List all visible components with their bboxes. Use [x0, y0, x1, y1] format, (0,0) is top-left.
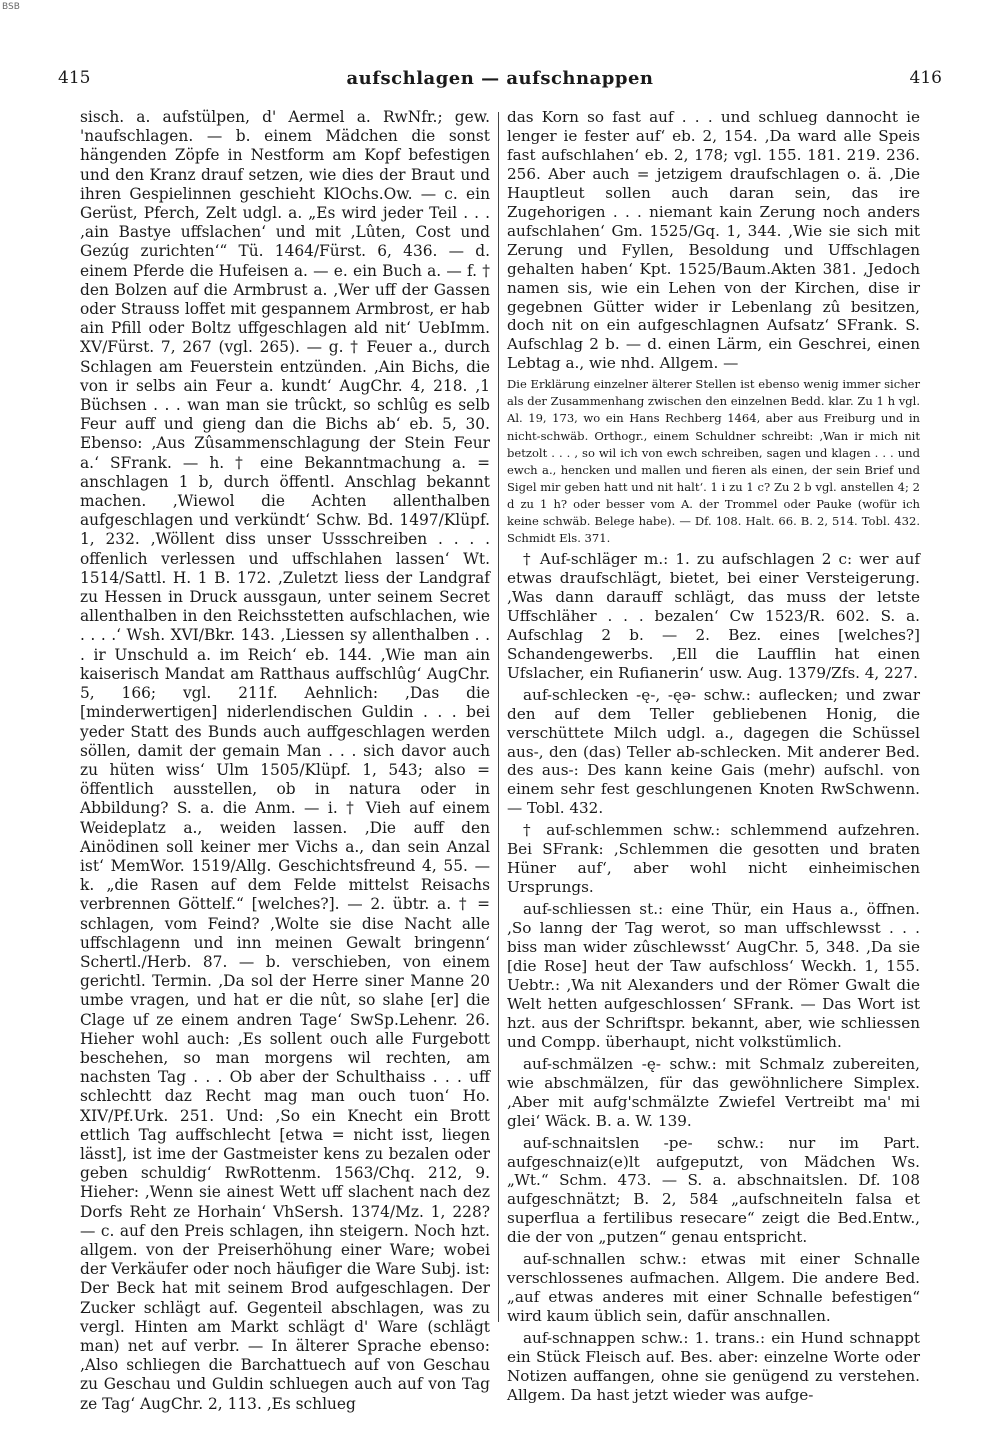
entry-aufschnaitslen: auf-schnaitslen -pe- schw.: nur im Part. aufgeschnaiz(e)lt aufgeputzt, von Mädchen Ws. „Wt.“ Schm. 473. — S. a. abschnaitslen. Df. 108 aufgeschnätzt; B. 2, 584 „aufschneiteln falsa et superflua a fertilibus resecare“ zeigt die Bed.Entw., die der von „putzen“ genau entspricht. — [507, 1133, 920, 1247]
page-number-left: 415 — [58, 68, 91, 88]
running-title: aufschlagen — aufschnappen — [346, 68, 654, 89]
entry-aufschnappen: auf-schnappen schw.: 1. trans.: ein Hund schnappt ein Stück Fleisch auf. Bes. aber: einzelne Worte oder Notizen auffangen, ohne sie genügend zu verstehen. Allgem. Da hast jetzt wieder was aufge- — [507, 1329, 920, 1404]
right-column — [507, 108, 920, 1408]
left-entry-text: sisch. a. aufstülpen, d' Aermel a. RwNfr.; gew. 'naufschlagen. — b. einem Mädchen die sonst hängenden Zöpfe in Nestform am Kopf befestigen und den Kranz drauf setzen, wie dies der Braut und ihren Gespielinnen geschieht KlOchs.Ow. — c. ein Gerüst, Pferch, Zelt udgl. a. „Es wird jeder Teil . . . ‚ain Bastye uffslachen‘ und mit ‚Lûten, Cost und Gezúg zurichten‘“ Tü. 1464/Fürst. 6, 436. — d. einem Pferde die Hufeisen a. — e. ein Buch a. — f. † den Bolzen auf die Armbrust a. ‚Wer uff der Gassen oder Strauss loffet mit gespannem Armbrost, er hab ain Pfill oder Boltz uffgeschlagen ald nit‘ UebImm. XV/Fürst. 7, 267 (vgl. 265). — g. † Feuer a., durch Schlagen am Feuerstein entzünden. ‚Ain Bichs, die von ir selbs ain Feur a. kundt‘ AugChr. 4, 218. ‚1 Büchsen . . . wan man sie trûckt, so schlûg es selb Feur auff und gieng dan die Bichs ab‘ eb. 5, 30. Ebenso: ‚Aus Zûsammenschlagung der Stein Feur a.‘ SFrank. — h. † eine Bekanntmachung a. = anschlagen 1 b, durch öffentl. Anschlag bekannt machen. ‚Wiewol die Achten allenthalben aufgeschlagen und verkündt‘ Schw. Bd. 1497/Klüpf. 1, 232. ‚Wöllent diss unser Ussschreiben . . . . offenlich verlessen und uffschlahen lassen‘ Wt. 1514/Sattl. H. 1 B. 172. ‚Zuletzt liess der Landgraf zu Hessen in Druck aussgaun, unter seinem Secret allenthalben in den Reichsstetten aufschlachen, wie . . . .‘ Wsh. XVI/Bkr. 143. ‚Liessen sy allenthalben . . . ir Unschuld a. im Reich‘ eb. 144. ‚Wie man ain kaiserisch Mandat am Ratthaus auffschlûg‘ AugChr. 5, 166; vgl. 211f. Aehnlich: ‚Das die [minderwertigen] niderlendischen Guldin . . . bei yeder Statt des Bunds auch auffgeschlagen werden söllen, damit der gemain Man . . . sich davor auch zu hüten wiss‘ Ulm 1505/Klüpf. 1, 543; also = öffentlich ausstellen, ob in natura oder in Abbildung? S. a. die Anm. — i. † Vieh auf einem Weideplatz a., weiden lassen. ‚Die auff den Ainödinen soll keiner mer Vichs a., dan sein Anzal ist‘ MemWor. 1519/Allg. Geschichtsfreund 4, 55. — k. „die Rasen auf dem Felde mittelst Reisachs verbrennen Göttelf.“ [welches?]. — 2. übtr. a. † = schlagen, vom Feind? ‚Wolte sie dise Nacht alle uffschlagenn und inn meinen Gewalt bringenn‘ Schertl./Herb. 87. — b. verschieben, von einem gerichtl. Termin. ‚Da sol der Herre siner Manne 20 umbe vragen, und hat er die nût, so slahe [er] die Clage uf ze einem andren Tage‘ SwSp.Lehenr. 26. Hieher wohl auch: ‚Es sollent ouch alle Furgebott beschehen, so man morgens wil rechten, am nachsten Tag . . . Ob aber der Schulthaiss . . . uff schlechtt daz Recht mag man ouch tuon‘ Ho. XIV/Pf.Urk. 251. Und: ‚So ein Knecht ein Brott ettlich Tag auffschlecht [etwa = nicht isst, liegen lässt], ist ime der Gastmeister kens zu bezalen oder geben schuldig‘ RwRottenm. 1563/Chq. 212, 9. Hieher: ‚Wenn sie ainest Wett uff slachent nach dez Dorfs Reht ze Horhain‘ VhSersh. 1374/Mz. 1, 228? — c. auf den Preis schlagen, ihn steigern. Noch hzt. allgem. von der Preiserhöhung einer Ware; wobei der Verkäufer oder noch häufiger die Ware Subj. ist: Der Beck hat mit seinem Brod aufgeschlagen. Der Zucker schlägt auf. Gegenteil abschlagen, was zu vergl. Hinten am Markt schlägt d' Ware (schlägt man) net auf verbr. — In älterer Sprache ebenso: ‚Also schliegen die Barchattuech auf von Geschau zu Geschau und Guldin schluegen auch auf von Tag ze Tag‘ AugChr. 2, 113. ‚Es schlueg — [80, 108, 490, 1413]
entry-aufschmaelzen: auf-schmälzen -ę- schw.: mit Schmalz zubereiten, wie abschmälzen, für das gewöhnlichere Simplex. ‚Aber mit aufg'schmälzte Zwiefel Vertreibt ma' mi glei‘ Wäck. B. a. W. 139. — [507, 1054, 920, 1130]
entry-aufschlecken: auf-schlecken -ę-, -ęə- schw.: auflecken; und zwar den auf dem Teller gebliebenen Honig, die verschüttete Milch udgl. a., dagegen die Schüssel aus-, den (das) Teller ab-schlecken. Mit anderer Bed. des aus-: Des kann keine Gais (mehr) aufschl. von einem sehr fest geschlungenen Knoten RwSchwenn. — Tobl. 432. — [507, 685, 920, 818]
entry-continuation: das Korn so fast auf . . . und schlueg dannocht ie lenger ie fester auf‘ eb. 2, 154. ‚Da ward alle Speis fast aufschlahen‘ eb. 2, 178; vgl. 155. 181. 219. 236. 256. Aber auch = jetzigem draufschlagen o. ä. ‚Die Hauptleut sollen auch daran sein, das ire Zugehorigen . . . niemant kain Zerung noch anders aufschlahen‘ Gm. 1525/Gq. 1, 344. ‚Wie sie sich mit Zerung und Fyllen, Besoldung und Uffschlagen gehalten haben‘ Kpt. 1525/Baum.Akten 381. ‚Jedoch namen sis, wie ein Lehen von der Kirchen, dise ir gegebnen Gütter wider ir Lebenlang zû besitzen, doch nit on ein aufgeschlagnen Aufsatz‘ SFrank. S. Aufschlag 2 b. — d. einen Lärm, ein Geschrei, einen Lebtag a., wie nhd. Allgem. — — [507, 108, 920, 373]
left-column — [80, 108, 490, 1417]
entry-aufschlemmen: † auf-schlemmen schw.: schlemmend aufzehren. Bei SFrank: ‚Schlemmen die gesotten und braten Hüner auf‘, aber wohl nicht einheimischen Ursprungs. — [507, 821, 920, 897]
entry-aufschliessen: auf-schliessen st.: eine Thür, ein Haus a., öffnen. ‚So lanng der Tag werot, so man uffschlewsst . . . biss man wider zûschlewsst‘ AugChr. 5, 348. ‚Da sie [die Rose] heut der Taw aufschloss‘ Weckh. 1, 155. Uebtr.: ‚Wa nit Alexanders und der Römer Gwalt die Welt hetten aufgeschlossen‘ SFrank. — Das Wort ist hzt. aus der Schriftspr. bekannt, aber, wie schliessen und Compp. überhaupt, nicht volkstümlich. — [507, 900, 920, 1051]
library-stamp: BSB — [2, 2, 20, 12]
column-divider — [498, 112, 499, 1322]
entry-aufschlaeger: † Auf-schläger m.: 1. zu aufschlagen 2 c: wer auf etwas draufschlägt, bietet, bei einer Versteigerung. ‚Was dann darauff schlägt, das muss der letste Uffschläher . . . bezalen‘ Cw 1523/R. 602. S. a. Aufschlag 2 b. — 2. Bez. eines [welches?] Schandengewerbs. ‚Ell die Laufflin hat einen Ufslacher, ein Rufianerin‘ usw. Aug. 1379/Zfs. 4, 227. — [507, 549, 920, 682]
entry-note: Die Erklärung einzelner älterer Stellen ist ebenso wenig immer sicher als der Zusammenhang zwischen den einzelnen Bedd. klar. Zu 1 h vgl. Al. 19, 173, wo ein Hans Rechberg 1464, aber aus Freiburg und in nicht-schwäb. Orthogr., einem Schuldner schreibt: ‚Wan ir mich nit betzolt . . . , so wil ich von ewch schreiben, sagen und klagen . . . und ewch a., hencken und mallen und fieren als einen, der sein Brief und Sigel mir geben hatt und nit halt‘. 1 i zu 1 c? Zu 2 b vgl. anstellen 4; 2 d zu 1 h? oder besser vom A. der Trommel oder Pauke (wofür ich keine schwäb. Belege habe). — Df. 108. Halt. 66. B. 2, 514. Tobl. 432. Schmidt Els. 371. — [507, 377, 920, 545]
page-header — [58, 64, 942, 96]
page-number-right: 416 — [909, 68, 942, 88]
entry-aufschnallen: auf-schnallen schw.: etwas mit einer Schnalle verschlossenes aufmachen. Allgem. Die andere Bed. „auf etwas anderes mit einer Schnalle befestigen“ wird kaum üblich sein, dafür anschnallen. — [507, 1250, 920, 1326]
